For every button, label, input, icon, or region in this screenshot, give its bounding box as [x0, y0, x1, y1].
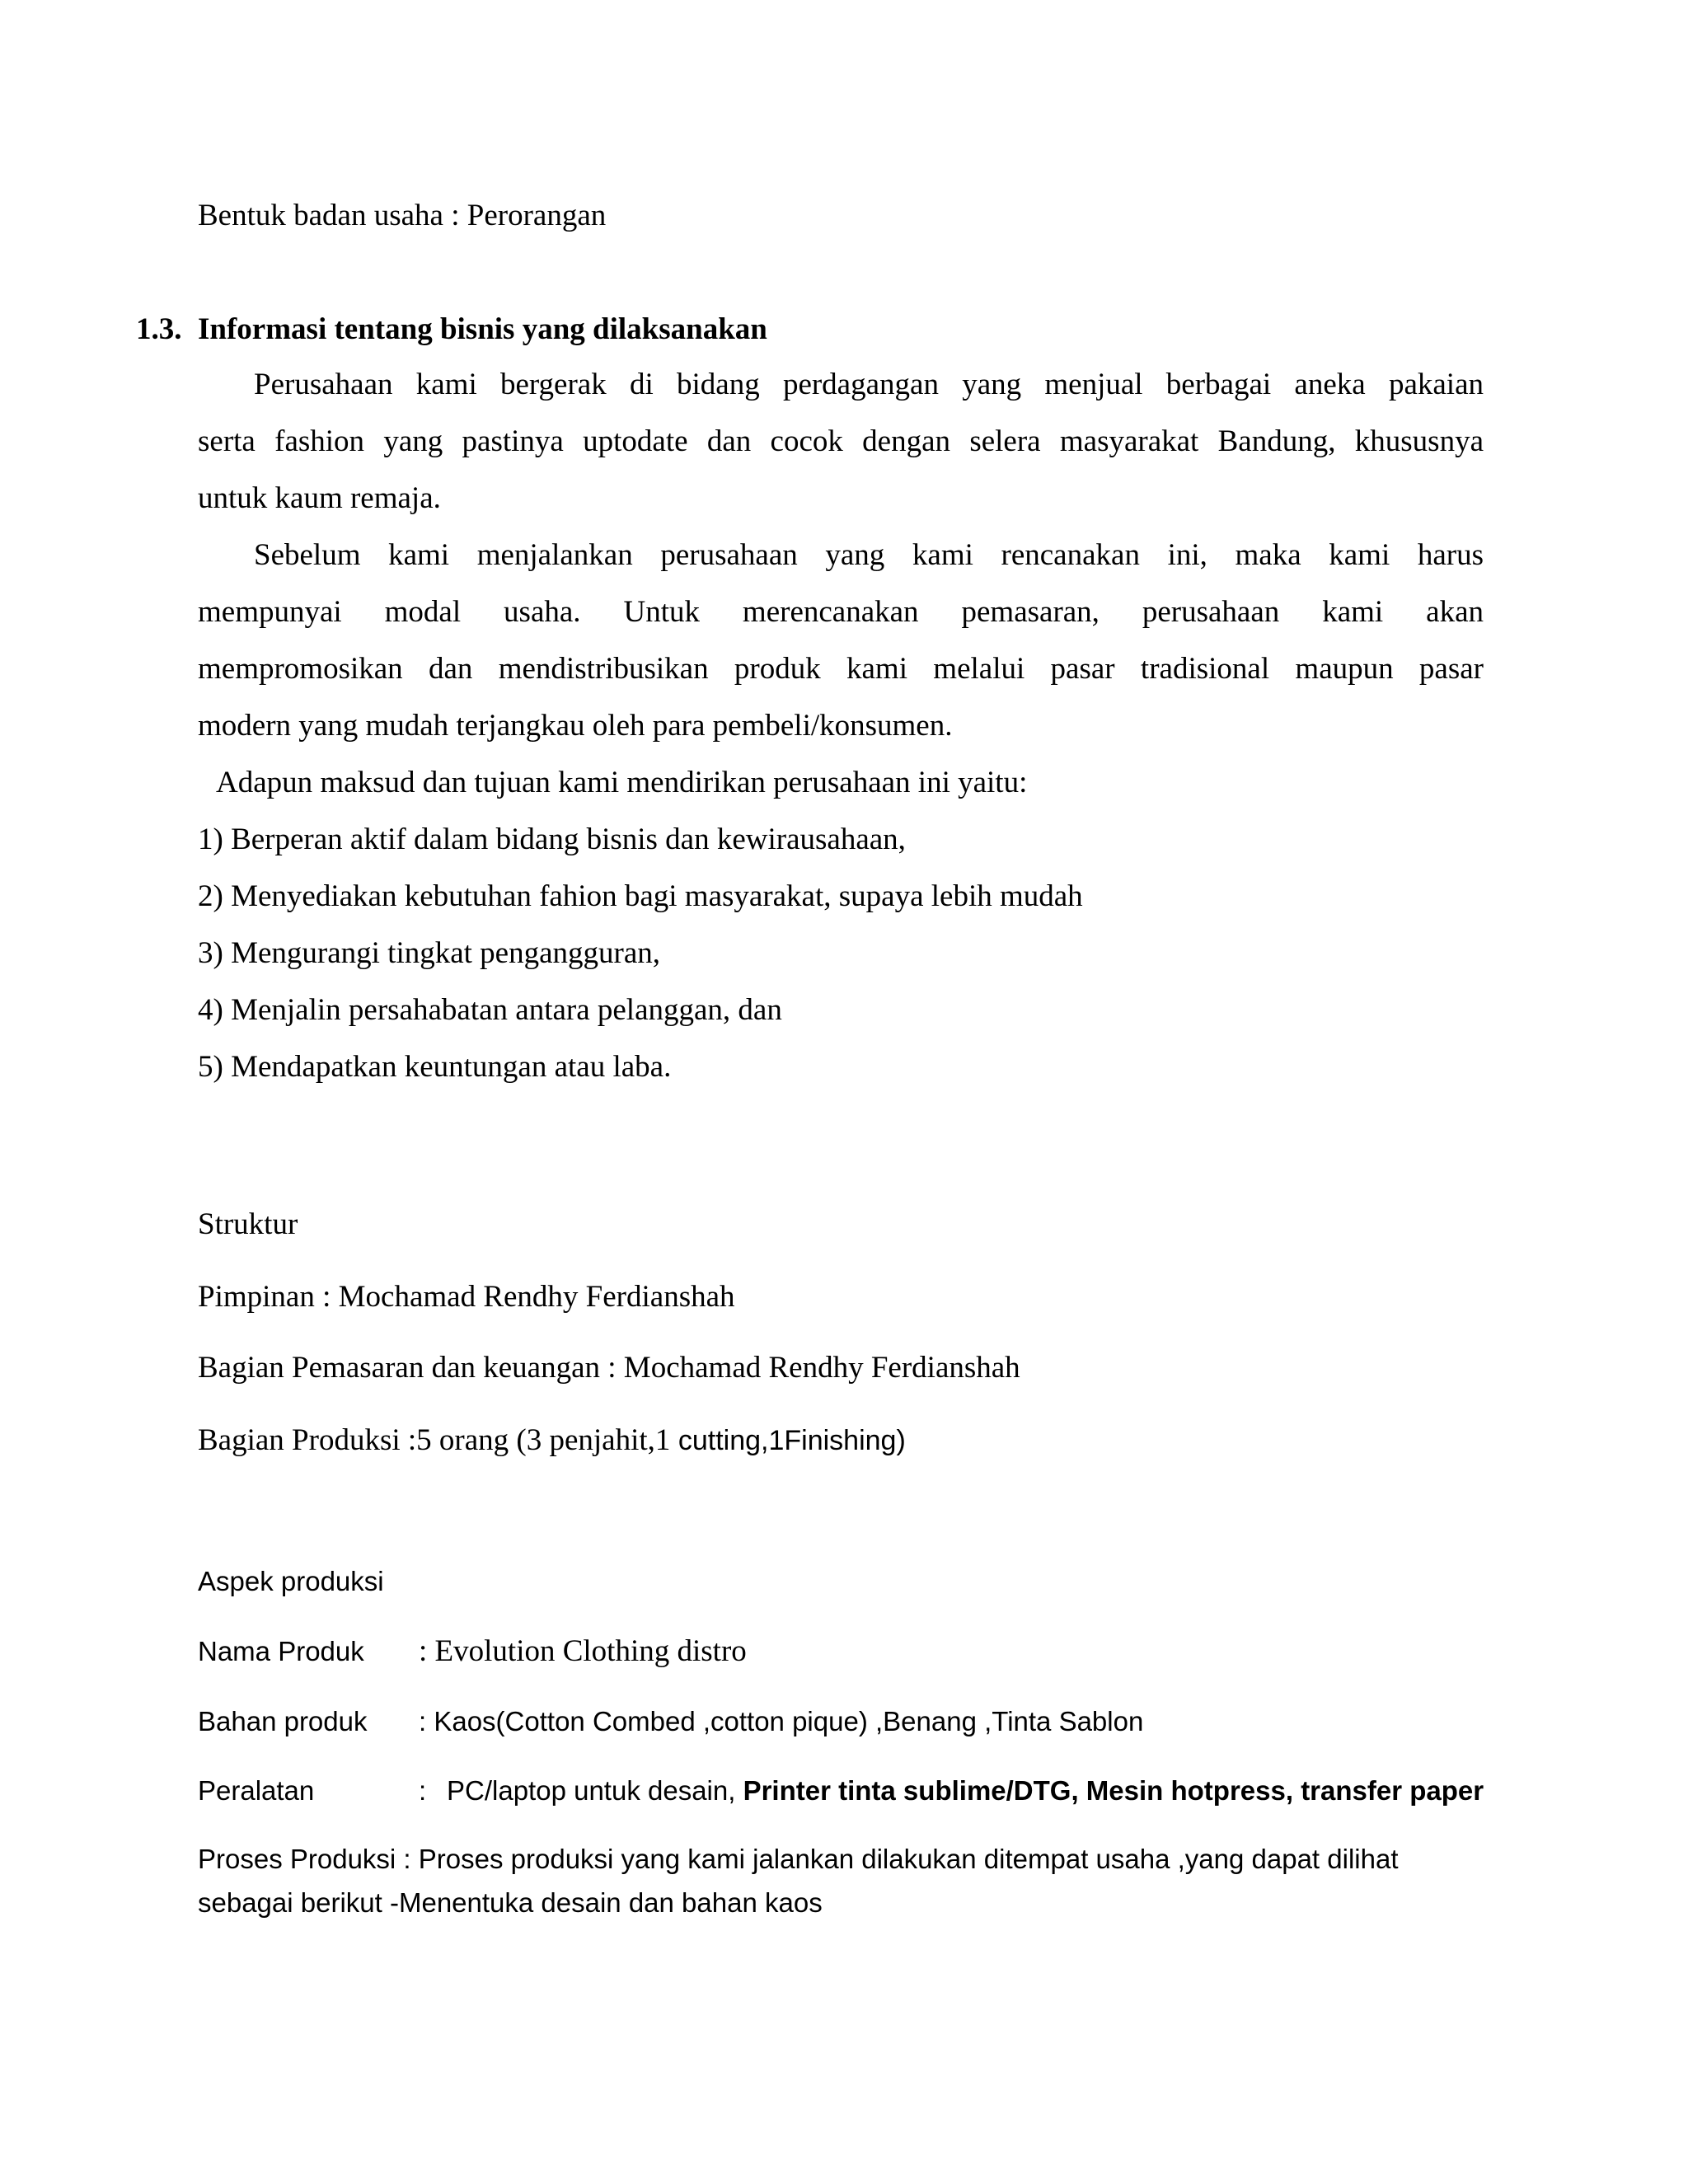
- purpose-item-4: 4) Menjalin persahabatan antara pelanggan, dan: [198, 993, 782, 1027]
- bahan-produk-label: Bahan produk: [198, 1706, 368, 1736]
- purpose-item-5: 5) Mendapatkan keuntungan atau laba.: [198, 1050, 672, 1084]
- paragraph2-line2: mempunyai modal usaha. Untuk merencanakan pemasaran, perusahaan kami akan: [198, 595, 1484, 629]
- proses-produksi-line1: Proses Produksi : Proses produksi yang kami jalankan dilakukan ditempat usaha ,yang dapat dilihat: [198, 1844, 1399, 1874]
- paragraph1-line2: serta fashion yang pastinya uptodate dan cocok dengan selera masyarakat Bandung, khususnya: [198, 424, 1484, 458]
- business-form-separator: :: [443, 199, 467, 232]
- business-form-label: Bentuk badan usaha: [198, 199, 443, 232]
- struktur-pemasaran: Bagian Pemasaran dan keuangan : Mochamad Rendhy Ferdianshah: [198, 1351, 1020, 1385]
- peralatan-value: [447, 1775, 1484, 1807]
- section-number: 1.3.: [136, 312, 182, 346]
- struktur-pimpinan: Pimpinan : Mochamad Rendhy Ferdianshah: [198, 1280, 735, 1314]
- paragraph2-line3: mempromosikan dan mendistribusikan produk kami melalui pasar tradisional maupun pasar: [198, 652, 1484, 686]
- struktur-heading: Struktur: [198, 1207, 298, 1241]
- peralatan-label: Peralatan: [198, 1775, 315, 1806]
- paragraph1-line3: untuk kaum remaja.: [198, 481, 441, 515]
- business-form-line: [198, 198, 606, 233]
- purpose-item-2: 2) Menyediakan kebutuhan fahion bagi masyarakat, supaya lebih mudah: [198, 879, 1083, 913]
- section-title: Informasi tentang bisnis yang dilaksanakan: [198, 312, 767, 346]
- purpose-intro: Adapun maksud dan tujuan kami mendirikan perusahaan ini yaitu:: [216, 766, 1028, 799]
- business-form-value: Perorangan: [467, 199, 607, 232]
- nama-produk-label: Nama Produk: [198, 1636, 364, 1666]
- paragraph2-line1: Sebelum kami menjalankan perusahaan yang kami rencanakan ini, maka kami harus: [254, 538, 1484, 572]
- purpose-item-3: 3) Mengurangi tingkat pengangguran,: [198, 936, 661, 970]
- bahan-produk-value: : Kaos(Cotton Combed ,cotton pique) ,Benang ,Tinta Sablon: [419, 1706, 1144, 1736]
- struktur-produksi: [198, 1422, 906, 1458]
- peralatan-plain: PC/laptop untuk desain,: [447, 1775, 743, 1806]
- aspek-heading: Aspek produksi: [198, 1566, 384, 1596]
- proses-produksi-line2: sebagai berikut -Menentuka desain dan bahan kaos: [198, 1887, 823, 1918]
- peralatan-colon: :: [419, 1775, 427, 1806]
- struktur-produksi-suffix: cutting,1Finishing): [670, 1425, 906, 1456]
- paragraph2-line4: modern yang mudah terjangkau oleh para pembeli/konsumen.: [198, 709, 953, 743]
- purpose-item-1: 1) Berperan aktif dalam bidang bisnis dan kewirausahaan,: [198, 823, 906, 856]
- struktur-produksi-prefix: Bagian Produksi :5 orang (3 penjahit,1: [198, 1423, 671, 1457]
- nama-produk-value: : Evolution Clothing distro: [419, 1634, 747, 1668]
- peralatan-bold: Printer tinta sublime/DTG, Mesin hotpress, transfer paper: [743, 1775, 1484, 1806]
- paragraph1-line1: Perusahaan kami bergerak di bidang perdagangan yang menjual berbagai aneka pakaian: [254, 368, 1484, 401]
